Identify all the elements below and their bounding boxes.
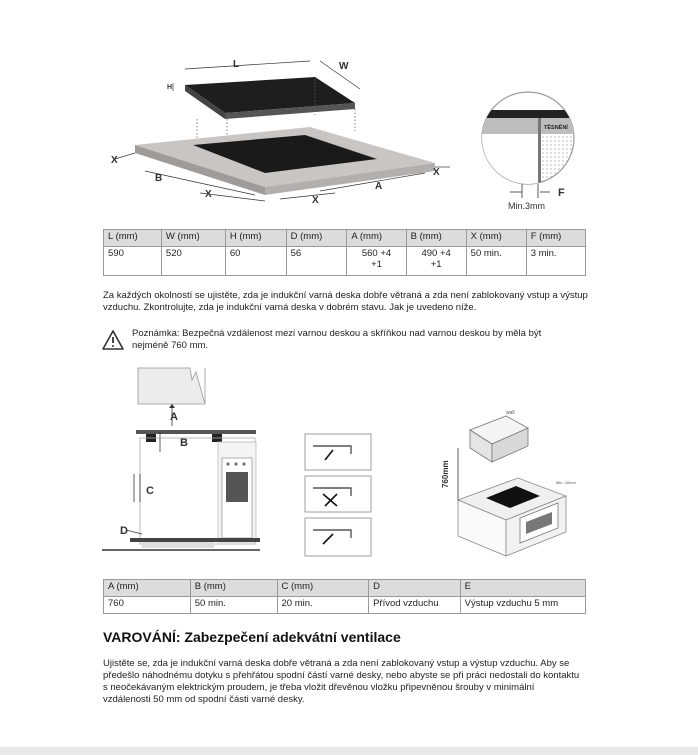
table-cell: 760 xyxy=(104,597,191,614)
label-X-right: X xyxy=(433,167,440,178)
table-header: E xyxy=(460,580,585,597)
table-cell: Přívod vzduchu xyxy=(369,597,461,614)
table-row xyxy=(104,597,586,614)
table-cell: 590 xyxy=(104,247,162,276)
page-bottom-bar xyxy=(0,747,698,755)
table-cell: 50 min. xyxy=(466,247,526,276)
label-X-left: X xyxy=(111,155,118,166)
table-header: C (mm) xyxy=(277,580,369,597)
table-header-row xyxy=(104,230,586,247)
table-header: L (mm) xyxy=(104,230,162,247)
label-A: A xyxy=(170,411,178,423)
gasket-label: TĚSNĚNÍ xyxy=(544,125,568,131)
label-X-front: X xyxy=(205,189,212,200)
table-cell: 520 xyxy=(161,247,225,276)
dimensions-table xyxy=(103,229,586,276)
vent-detail-diagram xyxy=(303,432,373,560)
wall-label: wall xyxy=(506,410,515,416)
table-cell: 3 min. xyxy=(526,247,585,276)
table-header: F (mm) xyxy=(526,230,585,247)
installation-side-view-diagram xyxy=(100,362,265,570)
warning-heading: VAROVÁNÍ: Zabezpečení adekvátní ventilace xyxy=(103,629,401,645)
safety-note: Poznámka: Bezpečná vzdálenost mezi varnou deskou a skříňkou nad varnou deskou by měla být nejméně 760 mm. xyxy=(132,328,542,351)
height-760-label: 760mm xyxy=(441,460,450,488)
table-header: D xyxy=(369,580,461,597)
label-B: B xyxy=(180,437,188,449)
label-W: W xyxy=(339,61,349,72)
clearance-table xyxy=(103,579,586,614)
table-header-row xyxy=(104,580,586,597)
table-header: B (mm) xyxy=(406,230,466,247)
table-header: A (mm) xyxy=(104,580,191,597)
table-cell: 490 +4 +1 xyxy=(406,247,466,276)
label-C: C xyxy=(146,485,154,497)
label-B: B xyxy=(155,173,163,184)
table-cell: Výstup vzduchu 5 mm xyxy=(460,597,585,614)
label-X-bottom: X xyxy=(312,195,319,206)
label-F: F xyxy=(558,187,565,199)
warning-paragraph: Ujistěte se, zda je indukční varná deska dobře větraná a zda není zablokovaný vstup a výstup vzduchu. Aby se předešlo náhodnému dotyku s přehřátou spodní částí varné desky, nebo abyste se při práci nedostali do kontaktu s neočekávaným elektrickým proudem, je třeba vložit dřevěnou vložku připevněnou šrouby v minimální vzdálenosti 50 mm od spodní části varné desky. xyxy=(103,658,580,705)
table-header: W (mm) xyxy=(161,230,225,247)
table-header: D (mm) xyxy=(286,230,347,247)
label-A: A xyxy=(375,181,383,192)
min-20mm-label: Min. 20mm xyxy=(556,480,576,485)
table-cell: 20 min. xyxy=(277,597,369,614)
table-cell: 56 xyxy=(286,247,347,276)
label-D: D xyxy=(120,525,128,537)
table-header: B (mm) xyxy=(190,580,277,597)
min-3mm-label: Min.3mm xyxy=(508,201,546,211)
gasket-detail-diagram xyxy=(478,80,588,215)
ventilation-paragraph: Za každých okolností se ujistěte, zda je indukční varná deska dobře větraná a zda není zablokovaný vstup a výstup vzduchu. Zkontrolujte, zda je indukční varná deska v dobrém stavu. Jak je uvedeno níže. xyxy=(103,290,588,313)
table-header: H (mm) xyxy=(225,230,286,247)
label-L: L xyxy=(233,59,240,70)
hob-cutout-diagram xyxy=(105,55,465,215)
warning-triangle-icon xyxy=(101,329,125,351)
label-H: H xyxy=(167,84,173,91)
table-cell: 560 +4 +1 xyxy=(347,247,406,276)
installation-3d-view-diagram xyxy=(428,400,588,560)
table-header: X (mm) xyxy=(466,230,526,247)
table-header: A (mm) xyxy=(347,230,406,247)
table-row xyxy=(104,247,586,276)
table-cell: 60 xyxy=(225,247,286,276)
table-cell: 50 min. xyxy=(190,597,277,614)
